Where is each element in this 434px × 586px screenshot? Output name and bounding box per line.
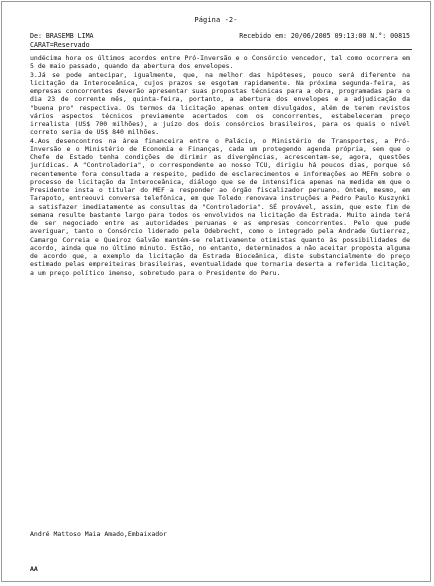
body-paragraph: undécima hora os últimos acordos entre Pró-Inversão e o Consórcio vencedor, tal como ocorrera em 5 de maio passado, quando da abertura dos envelopes.	[30, 54, 410, 71]
classification-field: CARAT=Reservado	[30, 41, 90, 49]
sender-field: De: BRASEMB LIMA	[30, 32, 94, 40]
received-field: Recebido em: 20/06/2005 09:13:00 N.°: 00815	[239, 32, 410, 40]
document-page	[1, 1, 431, 582]
body-paragraph: 4.Aos desencontros na área financeira entre o Palácio, o Ministério de Transportes, a Pró-Inversão e o Ministério de Economia e Finanças, cada um protegendo agenda própria, sem que o Chefe de Estado tenha condições de dirimir as divergências, acrescentam-se, agora, questões jurídicas. A "Controladoria", o correspondente ao nosso TCU, dirigiu há poucos dias, porque só recentemente fora consultada a respeito, pedido de esclarecimentos e informações ao MEFm sobre o processo de licitação da Interoceânica, diálogo que se de intensifica apenas na medida em que o Presidente insta o titular do MEF a responder ao órgão fiscalizador peruano. Ontem, mesmo, em Tarapoto, entreouvi conversa telefônica, em que Toledo renovava instruções a Pedro Paulo Kuszynki a satisfazer imediatamente as consultas da "Controladoria". SÉ provável, assim, que este fim de semana resulte bastante largo para todos os envolvidos na licitação da Estrada. Muito ainda terá de ser negociado entre as autoridades peruanas e as empresas concorrentes. Pelo que pude averiguar, tanto o Consórcio liderado pela Odebrecht, como o integrado pela Andrade Gutierrez, Camargo Correia e Queiroz Galvão mantém-se relativamente otimistas quanto às possibilidades de acordo, ainda que no último minuto. Estão, no entanto, determinados a não aceitar proposta alguma de acordo que, a exemplo da licitação da Estrada Bioceânica, diste substancialmente do preço estimado pelas empreiteiras brasileiras, eventualidade que tornaria deserta a referida licitação, a um preço político imenso, sobretudo para o Presidente do Peru.	[30, 136, 410, 277]
page-number: Página -2-	[194, 16, 238, 24]
message-body	[30, 54, 410, 277]
signature: André Mattoso Maia Amado,Embaixador	[30, 530, 167, 538]
body-paragraph: 3.Já se pode antecipar, igualmente, que, na melhor das hipóteses, pouco será diferente na licitação da Interoceânica, cujos prazos se esgotam rapidamente. Na próxima segunda-feira, as empresas concorrentes deverão apresentar suas propostas técnicas para a obra, programadas para o dia 23 de corrente mês, quinta-feira, portanto, a abertura dos envelopes e a adjudicação da "buena pro" respectiva. Os termos da licitação apenas ontem divulgados, além de terem revistos vários aspectos técnicos previamente acertados com os concorrentes, estabeleceram preço irrealista (US$ 700 milhões), a juízo dos dois consórcios brasileiros, para os quais o nível correto seria de US$ 840 milhões.	[30, 70, 410, 137]
header-divider	[30, 49, 412, 50]
initials: AA	[30, 565, 38, 573]
